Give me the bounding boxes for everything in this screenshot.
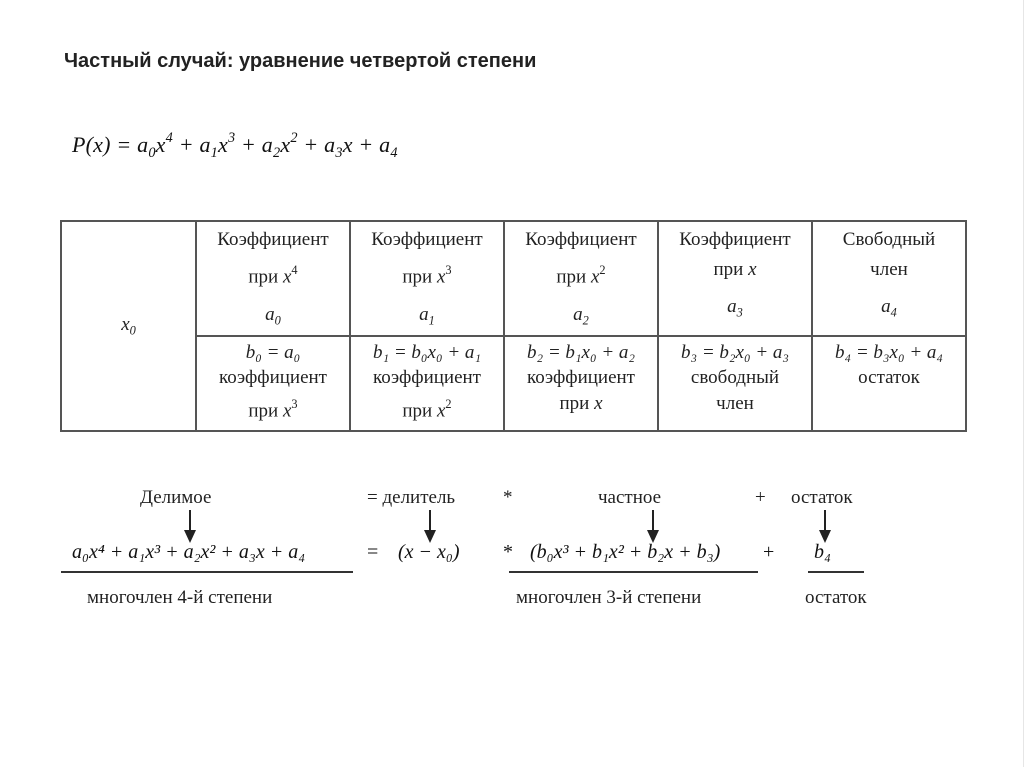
var-x: x — [155, 132, 166, 157]
quotient-underline — [509, 571, 758, 573]
header-line2: при — [248, 266, 283, 288]
result-cell-0 — [196, 336, 350, 431]
header-symsub: 2 — [582, 312, 589, 327]
result-line2: при — [402, 400, 437, 422]
arrow-down-icon — [183, 510, 197, 544]
label-plus: + — [755, 487, 766, 508]
remainder-expression: b₄ — [814, 541, 831, 563]
header-line2: при — [713, 259, 749, 280]
header-sym: a — [727, 296, 737, 317]
label-quotient: частное — [598, 487, 662, 508]
plus: + — [352, 132, 380, 157]
result-line1: коэффициент — [219, 367, 327, 388]
result-line2: при — [559, 393, 595, 414]
pow-3: 3 — [227, 130, 236, 146]
result-line1: остаток — [858, 367, 920, 388]
coef-a4: a — [379, 132, 391, 157]
header-cell-1 — [350, 221, 504, 336]
header-cell-4 — [812, 221, 966, 336]
sub-2: 2 — [273, 145, 281, 161]
result-cell-4 — [812, 336, 966, 431]
arrow-down-icon — [423, 510, 437, 544]
result-pow: 3 — [291, 397, 298, 411]
multiply-sign: * — [503, 541, 513, 563]
header-sym: a — [265, 303, 275, 325]
equals-sign: = — [367, 541, 379, 563]
header-line1: Коэффициент — [679, 229, 791, 250]
result-line1: свободный — [690, 367, 780, 388]
arrow-down-icon — [818, 510, 832, 544]
header-line1: Коэффициент — [525, 229, 637, 250]
plus: + — [297, 132, 325, 157]
result-pow: 2 — [445, 397, 452, 411]
result-formula: b₀ = a₀ — [245, 342, 301, 363]
result-line2: член — [716, 393, 754, 414]
header-var: x — [436, 266, 446, 288]
coef-a1: a — [199, 132, 211, 157]
header-pow: 2 — [599, 263, 606, 277]
coef-a0: a — [137, 132, 149, 157]
coef-a3: a — [324, 132, 336, 157]
pow-2: 2 — [290, 130, 298, 146]
header-pow: 4 — [291, 263, 298, 277]
header-line1: Коэффициент — [371, 229, 483, 250]
header-cell-0 — [196, 221, 350, 336]
result-line2: при — [248, 400, 283, 422]
header-line1: Коэффициент — [217, 229, 329, 250]
x0-var: x — [121, 313, 130, 335]
label-remainder: остаток — [791, 487, 853, 508]
horner-table — [60, 220, 967, 432]
arrow-down-icon — [646, 510, 660, 544]
pow-4: 4 — [165, 130, 173, 146]
result-cell-1 — [350, 336, 504, 431]
caption-dividend: многочлен 4-й степени — [87, 587, 273, 608]
var-x: x — [342, 132, 353, 157]
header-sym: a — [881, 296, 891, 317]
header-symsub: 3 — [736, 305, 743, 320]
header-cell-3 — [658, 221, 812, 336]
page-title: Частный случай: уравнение четвертой степени — [64, 50, 537, 72]
dividend-expression: a₀x⁴ + a₁x³ + a₂x² + a₃x + a₄ — [72, 541, 306, 563]
header-line1: Свободный — [842, 229, 936, 250]
header-pow: 3 — [445, 263, 452, 277]
header-cell-2 — [504, 221, 658, 336]
header-line2: при — [556, 266, 591, 288]
result-line1: коэффициент — [373, 367, 481, 388]
divisor-expression: (x − x₀) — [398, 541, 460, 563]
coef-a2: a — [261, 132, 273, 157]
plus: + — [235, 132, 262, 157]
caption-remainder: остаток — [805, 587, 867, 608]
remainder-underline — [808, 571, 864, 573]
dividend-underline — [61, 571, 353, 573]
sub-3: 3 — [335, 145, 343, 161]
sub-0: 0 — [148, 145, 156, 161]
x0-sub: 0 — [129, 323, 136, 338]
result-var: x — [594, 393, 603, 414]
result-var: x — [436, 400, 446, 422]
sub-4: 4 — [390, 145, 398, 161]
result-var: x — [282, 400, 292, 422]
header-line2: член — [870, 259, 908, 280]
plus: + — [173, 132, 200, 157]
header-sym: a — [573, 303, 583, 325]
header-symsub: 0 — [274, 312, 281, 327]
sub-1: 1 — [210, 145, 219, 161]
label-divisor: = делитель — [367, 487, 456, 508]
result-formula: b₁ = b₀x₀ + a₁ — [373, 342, 481, 363]
caption-quotient: многочлен 3-й степени — [516, 587, 702, 608]
header-var: x — [590, 266, 600, 288]
header-var: x — [282, 266, 292, 288]
label-dividend: Делимое — [140, 487, 212, 508]
result-formula: b₄ = b₃x₀ + a₄ — [835, 342, 943, 363]
x0-cell — [61, 221, 196, 431]
plus-sign: + — [763, 541, 775, 563]
var-x: x — [280, 132, 291, 157]
quotient-expression: (b₀x³ + b₁x² + b₂x + b₃) — [530, 541, 721, 563]
header-var: x — [748, 259, 757, 280]
result-cell-3 — [658, 336, 812, 431]
result-formula: b₃ = b₂x₀ + a₃ — [681, 342, 789, 363]
header-sym: a — [419, 303, 429, 325]
var-x: x — [218, 132, 228, 157]
header-line2: при — [402, 266, 437, 288]
result-cell-2 — [504, 336, 658, 431]
formula-lhs: P(x) = — [72, 132, 138, 157]
result-formula: b₂ = b₁x₀ + a₂ — [527, 342, 635, 363]
polynomial-formula — [72, 130, 398, 162]
result-line1: коэффициент — [527, 367, 635, 388]
label-multiply: * — [503, 487, 513, 508]
header-symsub: 1 — [428, 312, 435, 327]
header-symsub: 4 — [890, 305, 897, 320]
